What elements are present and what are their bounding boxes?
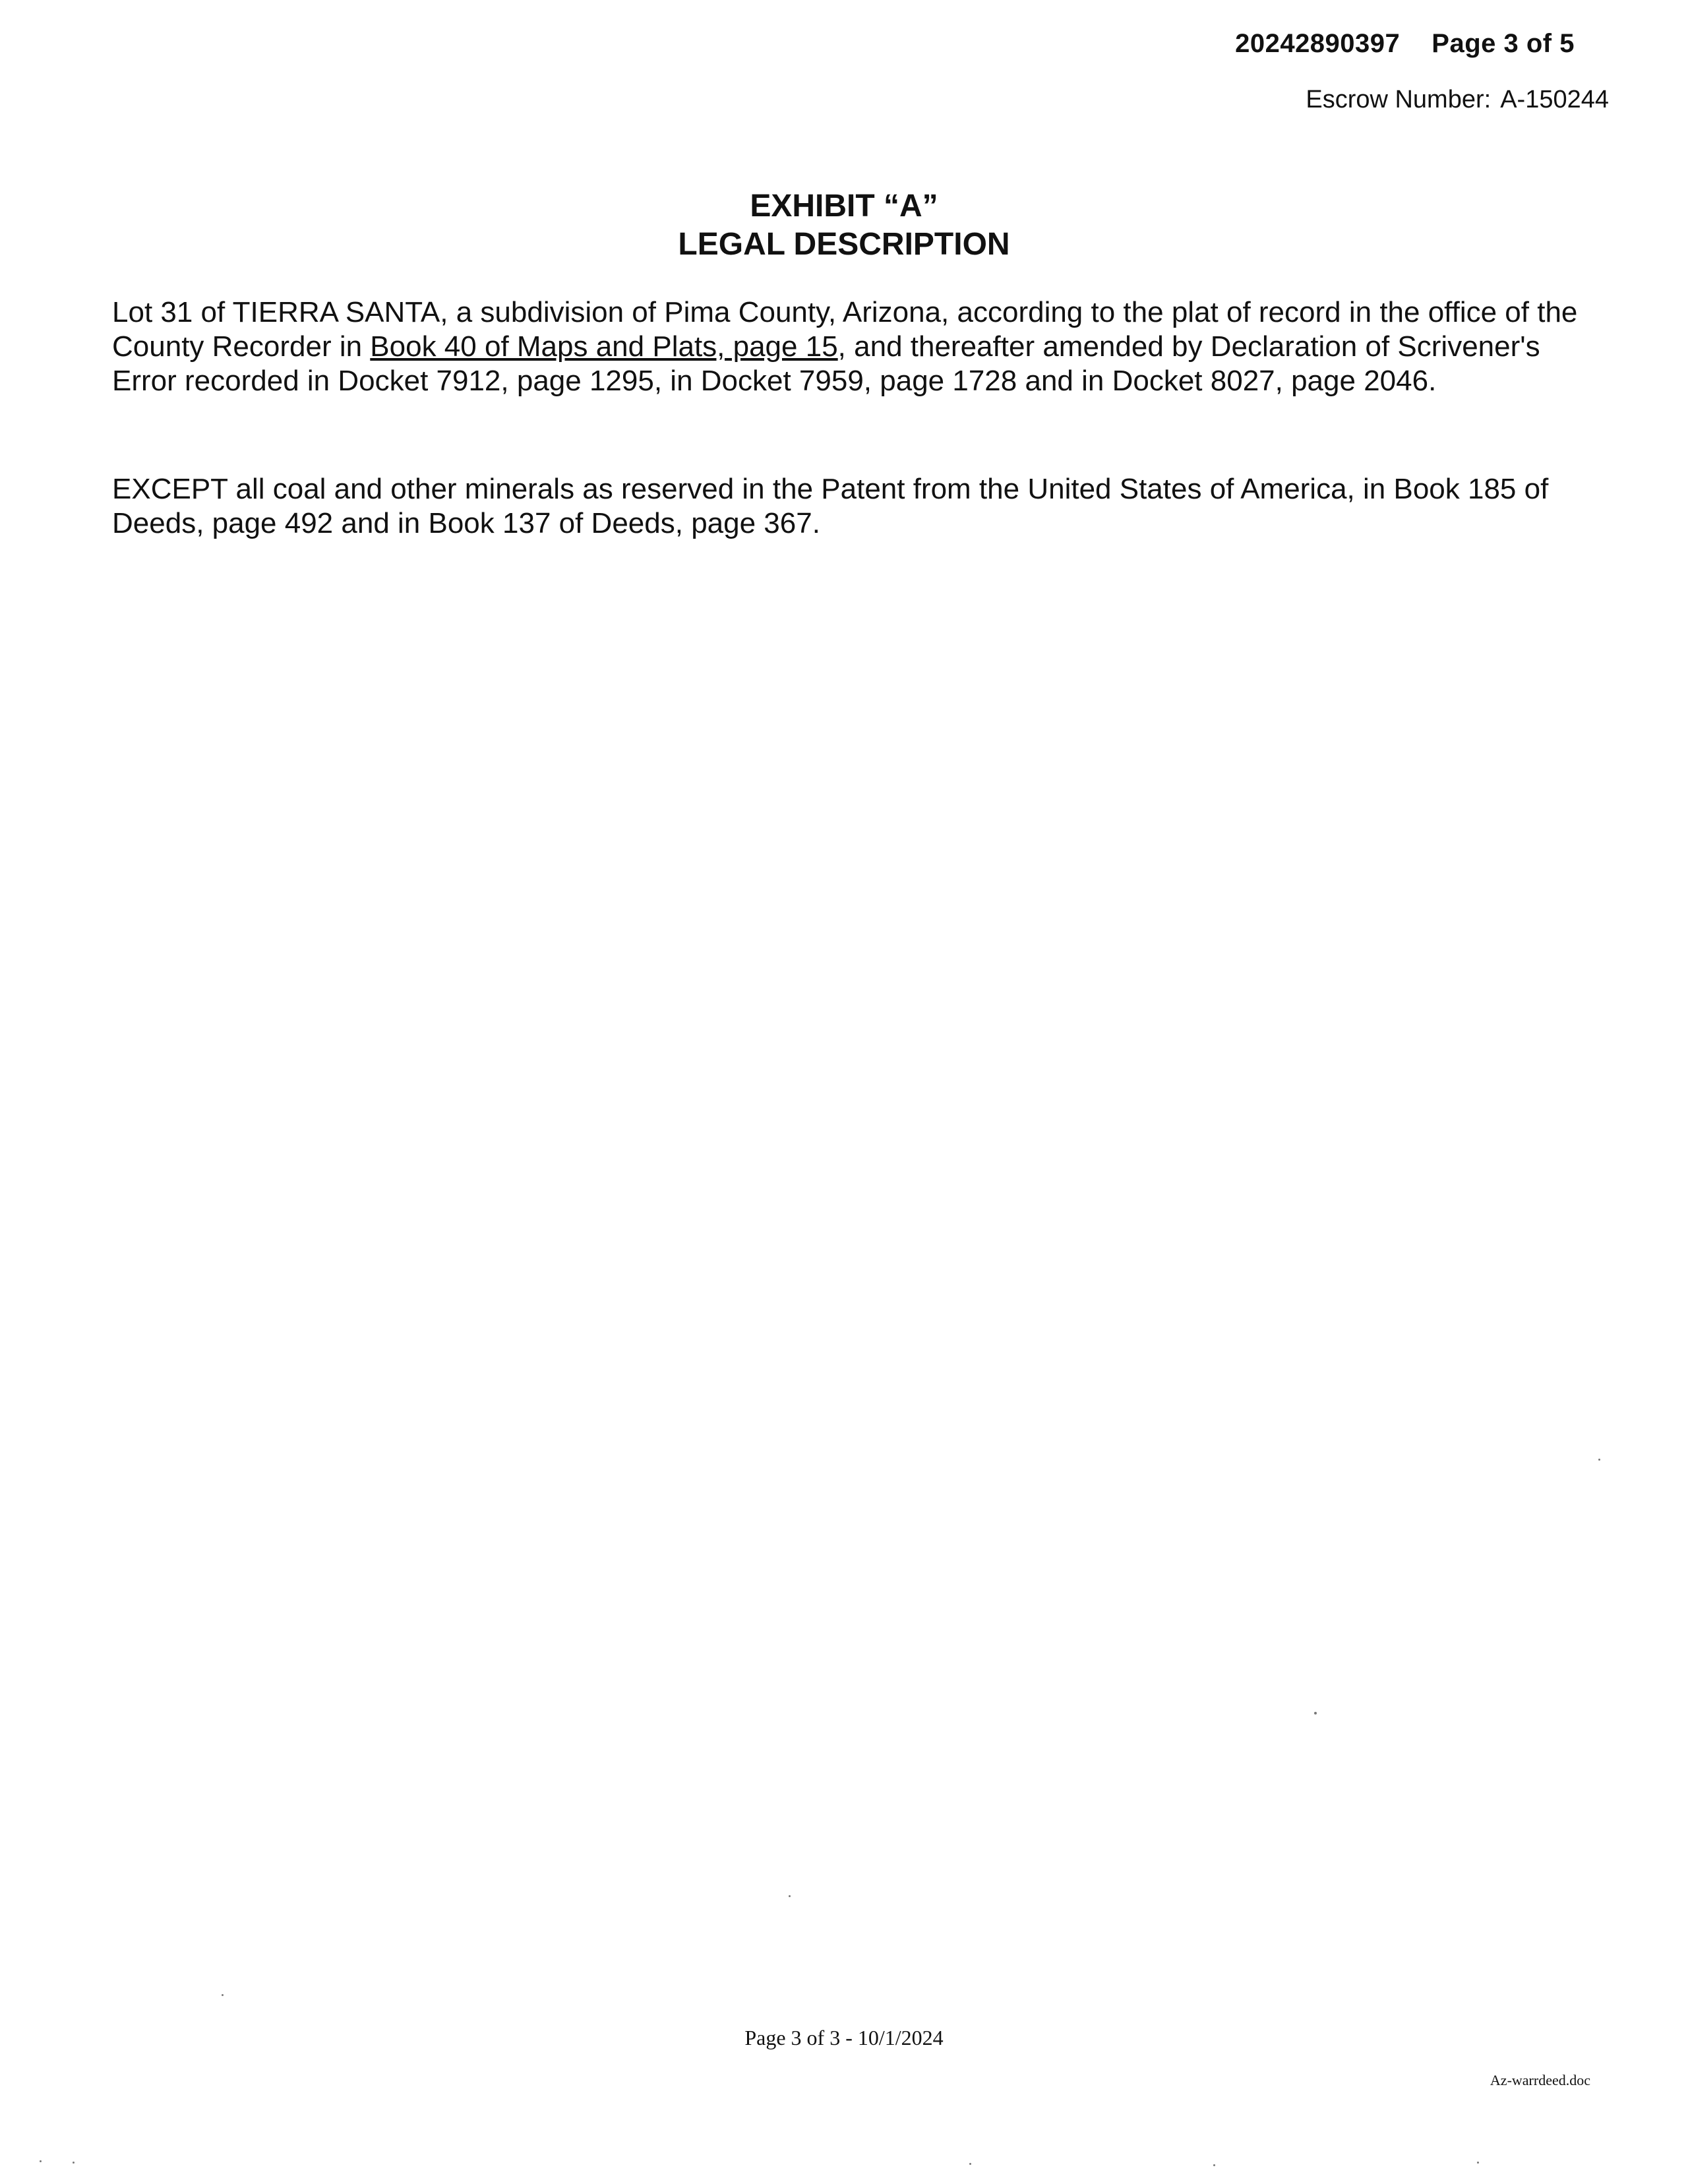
recording-header: [1235, 29, 1575, 59]
scan-speck: [222, 1994, 224, 1996]
legal-description-paragraph: [112, 295, 1589, 398]
scan-speck: [1598, 1459, 1600, 1461]
scan-speck: [73, 2162, 75, 2164]
escrow-value: A-150244: [1500, 86, 1609, 113]
scan-speck: [1314, 1712, 1317, 1714]
plat-reference: Book 40 of Maps and Plats, page 15: [370, 330, 838, 363]
exhibit-subtitle: LEGAL DESCRIPTION: [678, 227, 1010, 262]
scan-speck: [1477, 2162, 1479, 2164]
paragraph-text-start: Lot 31 of TIERRA SANTA, a subdivision of Pima County, Arizona, according to the plat of record in the office of the County Recorder in: [112, 296, 1578, 363]
mineral-exception-paragraph: EXCEPT all coal and other minerals as reserved in the Patent from the United States of America, in Book 185 of Deeds, page 492 and in Book 137 of Deeds, page 367.: [112, 473, 1549, 539]
paragraph-text-end: , and thereafter amended by Declaration of Scrivener's Error recorded in Docket 7912, page 1295, in Docket 7959, page 1728 and in Docket 8027, page 2046.: [112, 330, 1540, 397]
exhibit-title: EXHIBIT “A”: [750, 189, 938, 224]
scan-speck: [789, 1895, 791, 1897]
exhibit-heading: [0, 187, 1688, 264]
footer-page-date: Page 3 of 3 - 10/1/2024: [744, 2026, 944, 2049]
scan-speck: [969, 2163, 971, 2165]
footer-filename: Az-warrdeed.doc: [1490, 2072, 1590, 2088]
page-info: Page 3 of 5: [1432, 29, 1575, 58]
scan-speck: [40, 2160, 42, 2162]
escrow-number: [1306, 86, 1609, 114]
escrow-label: Escrow Number:: [1306, 86, 1492, 113]
recording-number: 20242890397: [1235, 29, 1401, 58]
scan-speck: [1213, 2164, 1215, 2166]
